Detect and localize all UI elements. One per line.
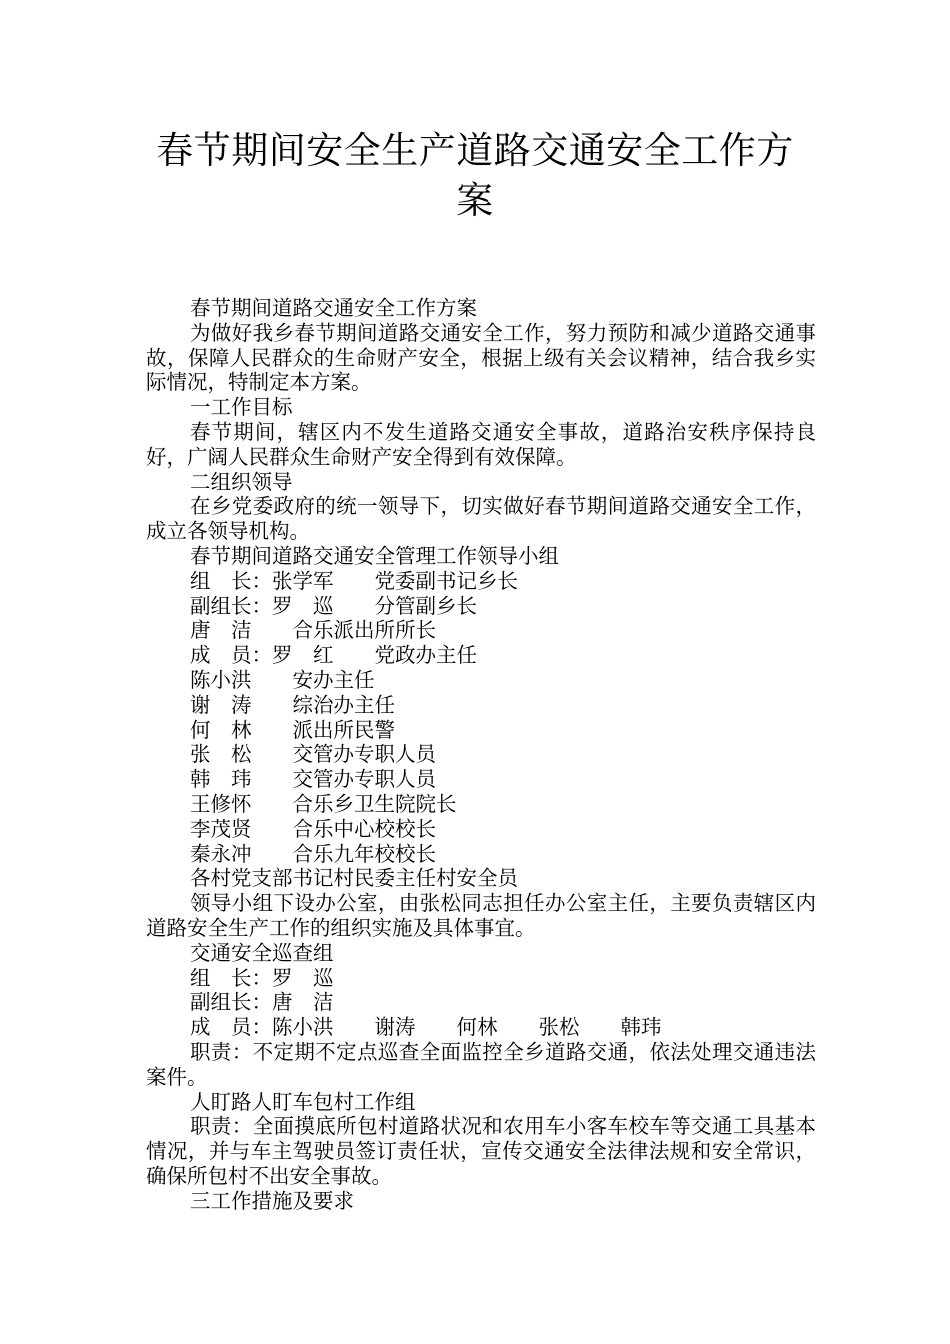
paragraph-goals: 春节期间，辖区内不发生道路交通安全事故，道路治安秩序保持良好，广阔人民群众生命财产安全得到有效保障。 (146, 419, 816, 469)
paragraph-organization: 在乡党委政府的统一领导下，切实做好春节期间道路交通安全工作，成立各领导机构。 (146, 494, 816, 544)
paragraph-subtitle: 春节期间道路交通安全工作方案 (190, 296, 477, 320)
member-line: 唐 洁 合乐派出所所长 (190, 618, 436, 643)
member-line: 组 长：罗 巡 (190, 965, 334, 990)
section-heading-organization: 二组织领导 (190, 469, 293, 494)
subheading-village-group: 人盯路人盯车包村工作组 (190, 1089, 416, 1114)
member-line: 王修怀 合乐乡卫生院院长 (190, 791, 457, 816)
member-line: 副组长：罗 巡 分管副乡长 (190, 593, 477, 618)
member-line: 韩 玮 交管办专职人员 (190, 767, 436, 792)
title-line-1: 春节期间安全生产道路交通安全工作方 (156, 129, 794, 172)
member-line: 组 长：张学军 党委副书记乡长 (190, 568, 518, 593)
section-heading-measures: 三工作措施及要求 (190, 1188, 354, 1213)
member-line: 张 松 交管办专职人员 (190, 742, 436, 767)
member-line: 李茂贤 合乐中心校校长 (190, 816, 436, 841)
member-line-village: 各村党支部书记村民委主任村安全员 (190, 866, 518, 891)
subheading-leadership-group: 春节期间道路交通安全管理工作领导小组 (190, 543, 559, 568)
paragraph-village-duties: 职责：全面摸底所包村道路状况和农用车小客车校车等交通工具基本情况，并与车主驾驶员签订责任状，宣传交通安全法律法规和安全常识，确保所包村不出安全事故。 (146, 1114, 816, 1188)
member-line: 何 林 派出所民警 (190, 717, 395, 742)
paragraph-intro: 为做好我乡春节期间道路交通安全工作，努力预防和减少道路交通事故，保障人民群众的生命财产安全，根据上级有关会议精神，结合我乡实际情况，特制定本方案。 (146, 320, 816, 395)
paragraph-patrol-duties: 职责：不定期不定点巡查全面监控全乡道路交通，依法处理交通违法案件。 (146, 1039, 816, 1089)
section-heading-goals: 一工作目标 (190, 395, 293, 420)
document-body (146, 296, 816, 1213)
member-line: 秦永冲 合乐九年校校长 (190, 841, 436, 866)
member-line: 成 员：罗 红 党政办主任 (190, 643, 477, 668)
member-line: 谢 涛 综治办主任 (190, 692, 395, 717)
paragraph-office: 领导小组下设办公室，由张松同志担任办公室主任，主要负责辖区内道路安全生产工作的组织实施及具体事宜。 (146, 891, 816, 940)
title-line-2: 案 (456, 179, 494, 222)
member-line: 成 员：陈小洪 谢涛 何林 张松 韩玮 (190, 1015, 662, 1040)
document-title (120, 126, 830, 226)
member-line: 陈小洪 安办主任 (190, 667, 375, 692)
member-line: 副组长：唐 洁 (190, 990, 334, 1015)
subheading-patrol-group: 交通安全巡查组 (190, 940, 334, 965)
